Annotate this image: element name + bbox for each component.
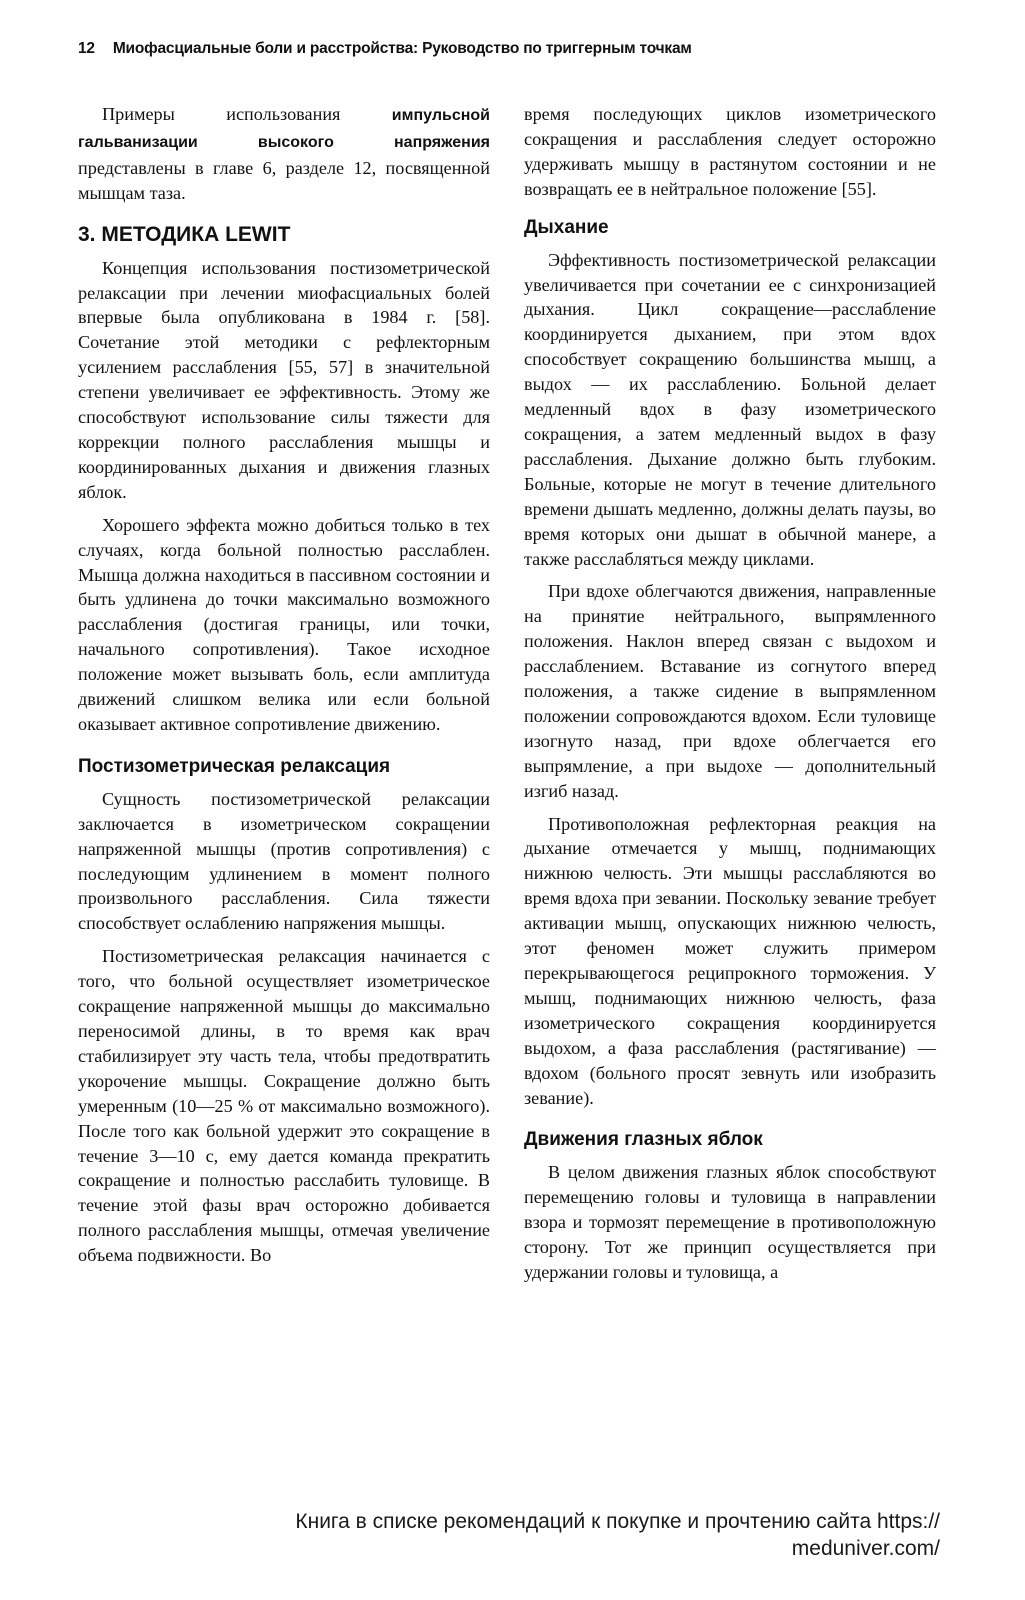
bold-term: импульсной гальванизации высокого напряжения (78, 107, 490, 151)
subheading: Дыхание (524, 216, 609, 238)
paragraph: В целом движения глазных яблок способствуют перемещению головы и туловища в направлении взора и тормозят перемещение в противоположную сторону. Тот же принцип осуществляется при удержании головы и туловища, а (524, 1162, 936, 1283)
paragraph: Сущность постизометрической релаксации заключается в изометрическом сокращении напряженной мышцы (против сопротивления) с последующим удлинением в момент полного произвольного расслабления. Сила тяжести способствует ослаблению напряжения мышцы. (78, 788, 490, 934)
paragraph: При вдохе облегчаются движения, направленные на принятие нейтрального, выпрямленного положения. Наклон вперед связан с выдохом и расслаблением. Вставание из согнутого вперед положения, а также сидение в выпрямленном положении сопровождаются вдохом. Если туловище изогнуто назад, при вдохе облегчается его выпрямление, а при выдохе — дополнительный изгиб назад. (524, 581, 936, 801)
right-column (524, 102, 936, 1285)
section-heading: 3. МЕТОДИКА LEWIT (78, 222, 291, 246)
paragraph-text: представлены в главе 6, разделе 12, посвященной мышцам таза. (78, 157, 490, 203)
paragraph: Постизометрическая релаксация начинается с того, что больной осуществляет изометрическое сокращение напряженной мышцы до максимально переносимой длины, в то время как врач стабилизирует эту часть тела, чтобы предотвратить укорочение мышцы. Сокращение должно быть умеренным (10—25 % от максимально возможного). После того как больной удержит это сокращение в течение 3—10 с, ему дается команда прекратить сокращение и полностью расслабить туловище. В течение этой фазы врач осторожно добивается полного расслабления мышцы, отмечая увеличение объема подвижности. Во (78, 946, 490, 1266)
paragraph: Концепция использования постизометрической релаксации при лечении миофасциальных болей впервые была опубликована в 1984 г. [58]. Сочетание этой методики с рефлекторным усилением расслабления [55, 57] в значительной степени увеличивает ее эффективность. Этому же способствуют использование силы тяжести для коррекции полного расслабления мышцы и координированных дыхания и движения глазных яблок. (78, 257, 490, 502)
footer-link[interactable]: meduniver.com/ (791, 1537, 940, 1560)
running-header (78, 40, 958, 58)
left-column (78, 102, 490, 1268)
page-number: 12 (78, 40, 95, 57)
paragraph: Эффективность постизометрической релаксации увеличивается при сочетании ее с синхронизацией дыхания. Цикл сокращение—расслабление координируется дыханием, при этом вдох способствует сокращению большинства мышц, а выдох — их расслаблению. Больной делает медленный вдох в фазу изометрического сокращения, а затем медленный выдох в фазу расслабления. Дыхание должно быть глубоким. Больные, которые не могут в течение длительного времени дышать медленно, должны делать паузы, во время которых они дышат в обычной манере, а также расслабляться между циклами. (524, 249, 936, 569)
paragraph-text: Примеры использования (102, 104, 392, 124)
paragraph: время последующих циклов изометрического сокращения и расслабления следует осторожно удерживать мышцу в растянутом состоянии и не возвращать ее в нейтральное положение [55]. (524, 104, 936, 199)
footer-line: Книга в списке рекомендаций к покупке и прочтению сайта https:// (295, 1510, 940, 1533)
paragraph (78, 102, 490, 206)
running-title: Миофасциальные боли и расстройства: Руководство по триггерным точкам (112, 40, 692, 57)
paragraph: Хорошего эффекта можно добиться только в тех случаях, когда больной полностью расслаблен. Мышца должна находиться в пассивном состоянии и быть удлинена до точки максимально возможного расслабления (достигая границы, или точки, начального сопротивления). Такое исходное положение может вызывать боль, если амплитуда движений слишком велика или если больной оказывает активное сопротивление движению. (78, 514, 490, 734)
subheading: Движения глазных яблок (524, 1129, 763, 1151)
site-footer-note (150, 1508, 940, 1562)
subheading: Постизометрическая релаксация (78, 755, 391, 777)
paragraph: Противоположная рефлекторная реакция на дыхание отмечается у мышц, поднимающих нижнюю челюсть. Эти мышцы расслабляются во время вдоха при зевании. Поскольку зевание требует активации мышц, опускающих нижнюю челюсть, этот феномен может служить примером перекрывающегося реципрокного торможения. У мышц, поднимающих нижнюю челюсть, фаза изометрического сокращения координируется выдохом, а фаза расслабления (растягивание) — вдохом (больного просят зевнуть или изобразить зевание). (524, 813, 936, 1108)
